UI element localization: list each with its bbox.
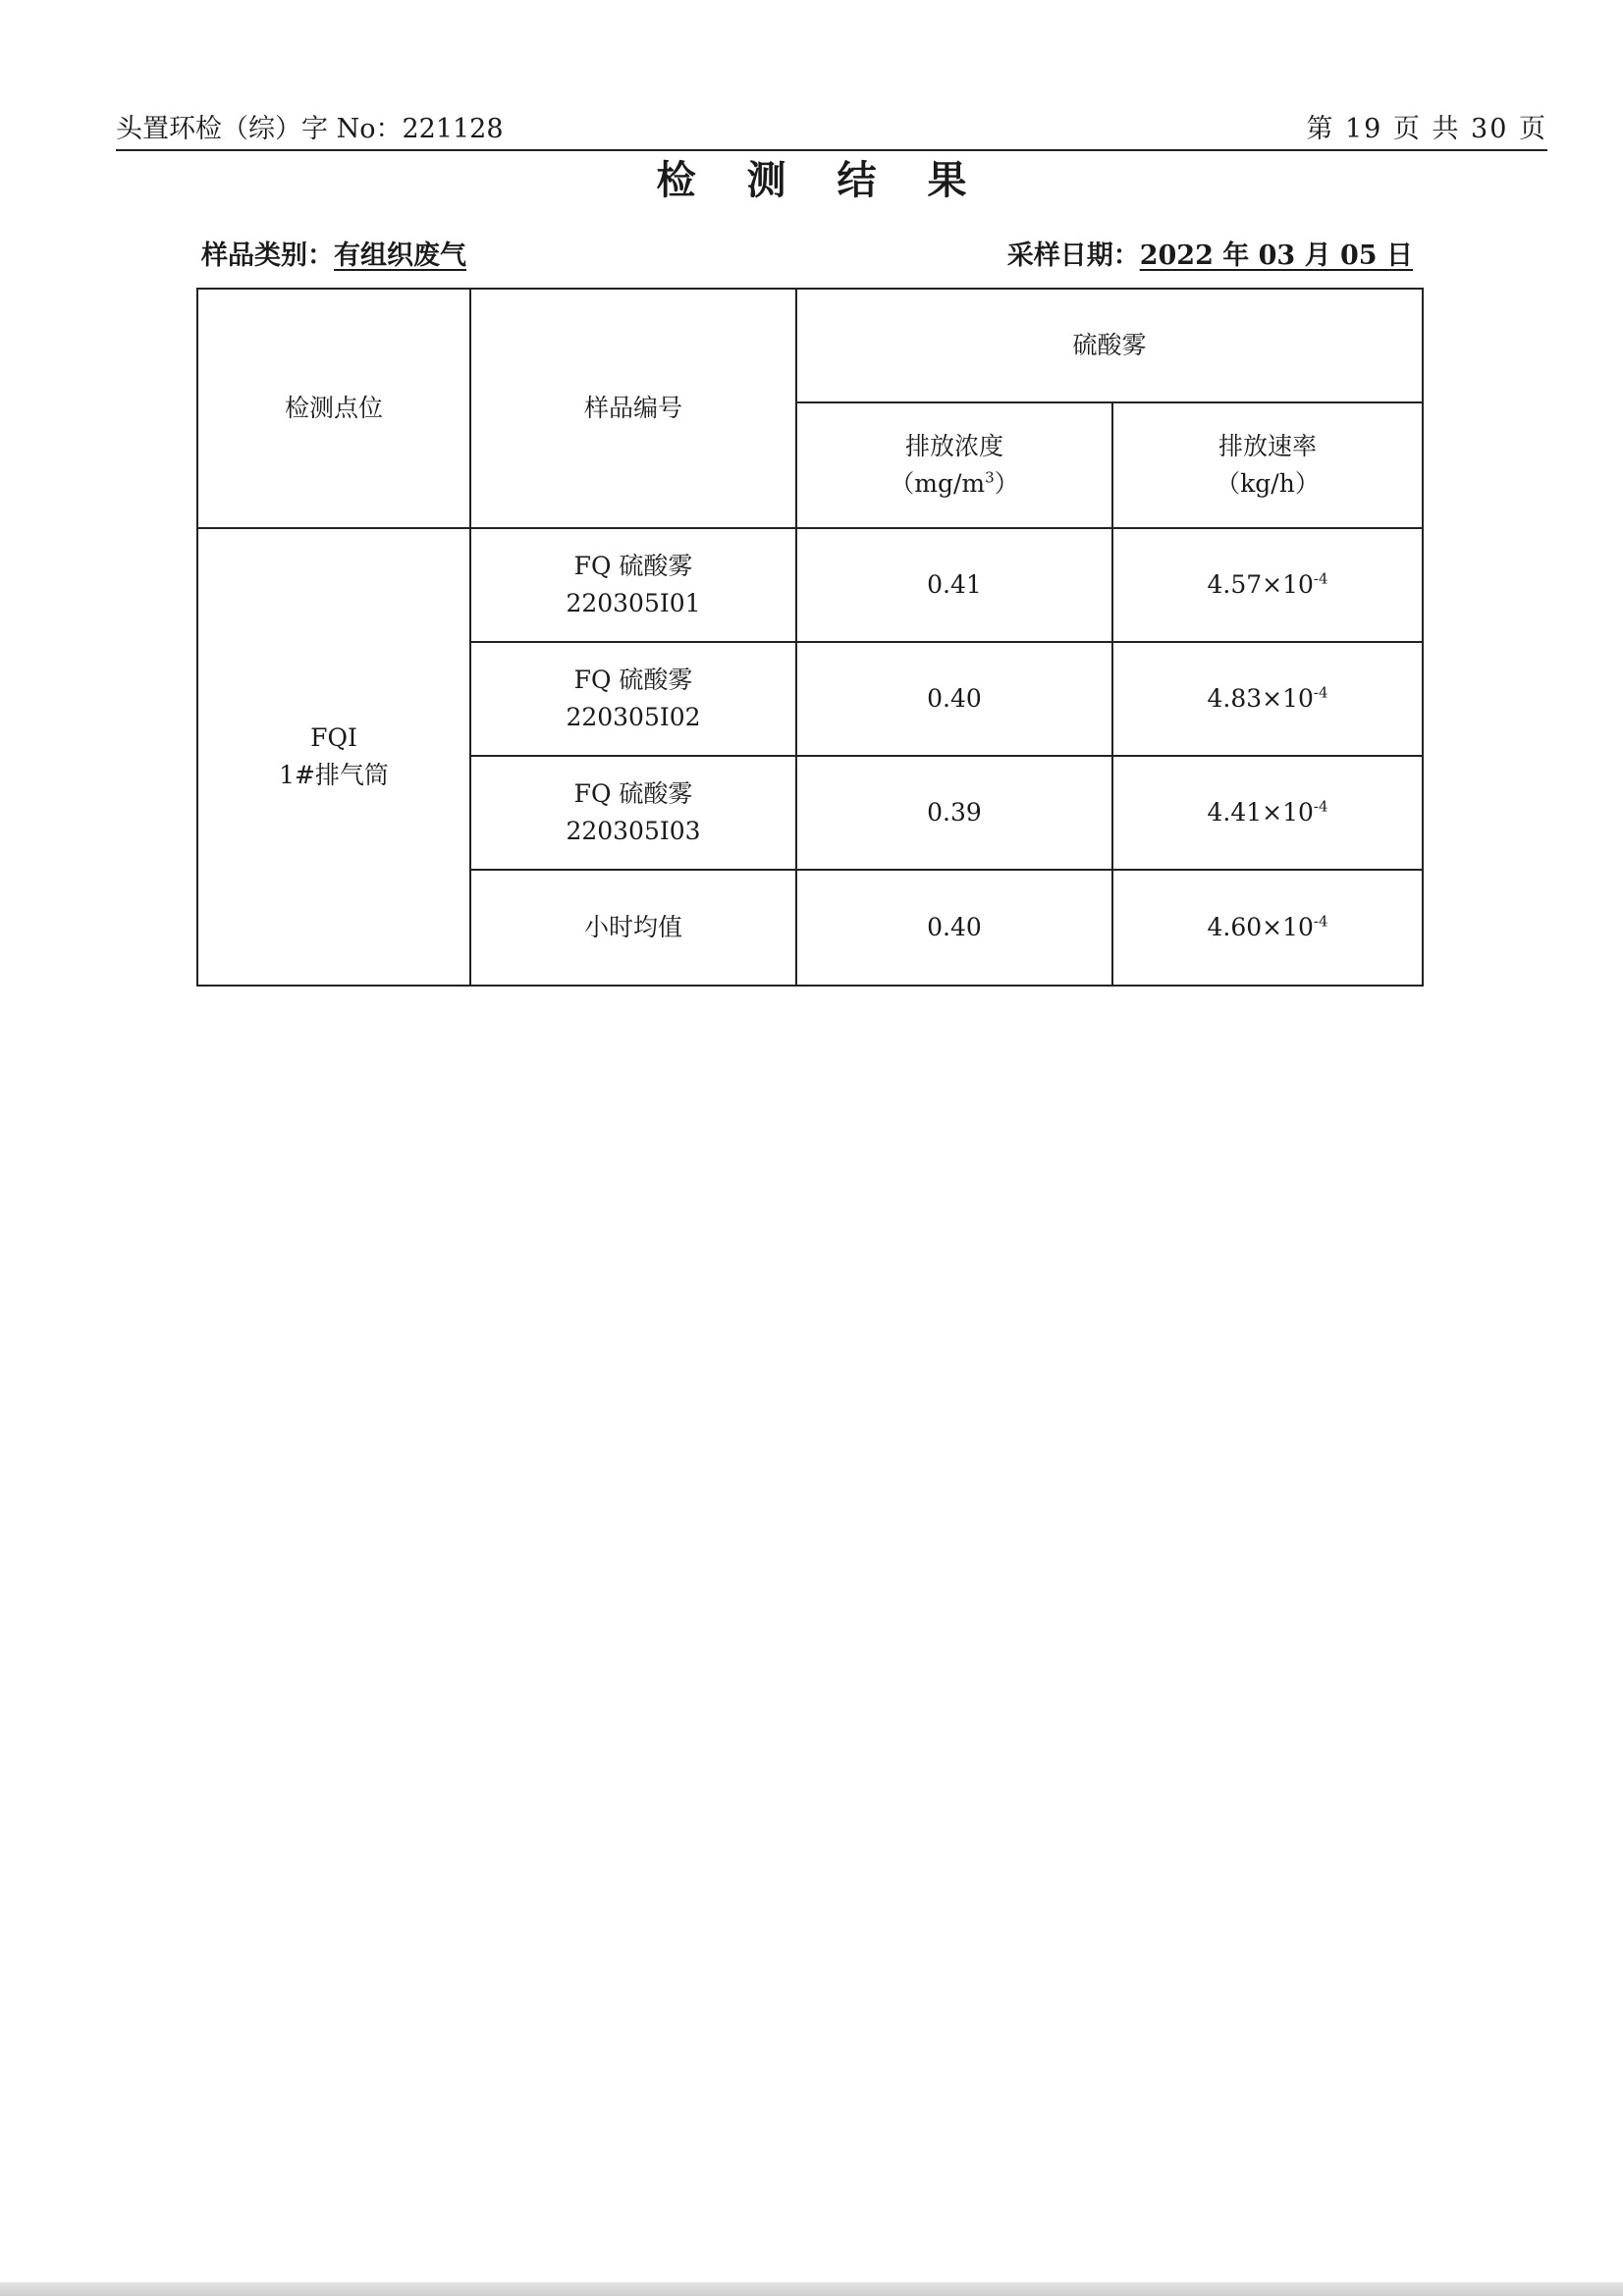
average-concentration-cell: 0.40 xyxy=(796,870,1112,986)
header-sample-no: 样品编号 xyxy=(470,289,796,528)
rate-exponent: -4 xyxy=(1313,912,1328,931)
sample-name: FQ 硫酸雾 xyxy=(573,779,693,808)
sample-no-cell xyxy=(470,756,796,870)
location-line2: 1#排气筒 xyxy=(279,761,389,789)
rate-exponent: -4 xyxy=(1313,569,1328,588)
sample-no-cell xyxy=(470,528,796,642)
sample-name: FQ 硫酸雾 xyxy=(573,666,693,694)
rate-cell xyxy=(1112,528,1423,642)
unit-prefix: （mg/m xyxy=(890,469,986,498)
sample-name: FQ 硫酸雾 xyxy=(573,552,693,580)
table-row xyxy=(197,528,1423,642)
sample-category-value: 有组织废气 xyxy=(334,240,466,271)
concentration-cell: 0.39 xyxy=(796,756,1112,870)
sample-code: 220305I02 xyxy=(566,703,701,731)
header-concentration xyxy=(796,402,1112,528)
page-title: 检测结果 xyxy=(656,157,1018,203)
header-row xyxy=(197,289,1423,402)
location-line1: FQI xyxy=(310,723,357,752)
header-rate-unit: （kg/h） xyxy=(1216,469,1320,498)
rate-exponent: -4 xyxy=(1313,683,1328,702)
sampling-date-label: 采样日期： xyxy=(1006,240,1140,271)
report-number: 头置环检（综）字 No：221128 xyxy=(116,114,504,144)
rate-base: 4.83×10 xyxy=(1207,684,1314,713)
header-concentration-unit xyxy=(797,465,1111,503)
unit-exponent: 3 xyxy=(985,468,995,487)
unit-suffix: ） xyxy=(994,469,1019,498)
rate-base: 4.60×10 xyxy=(1207,913,1314,941)
results-table xyxy=(196,288,1424,987)
rate-cell xyxy=(1112,756,1423,870)
sample-no-cell xyxy=(470,642,796,756)
scan-edge xyxy=(0,2282,1623,2296)
location-cell xyxy=(197,528,470,986)
rate-base: 4.57×10 xyxy=(1207,570,1314,599)
header-rate xyxy=(1112,402,1423,528)
sample-code: 220305I01 xyxy=(566,589,701,617)
header-concentration-label: 排放浓度 xyxy=(904,432,1003,460)
sampling-date-value: 2022 年 03 月 05 日 xyxy=(1139,240,1413,271)
sample-category-label: 样品类别： xyxy=(201,240,334,271)
average-label-cell: 小时均值 xyxy=(470,870,796,986)
rate-exponent: -4 xyxy=(1313,797,1328,816)
page-header xyxy=(116,110,1547,151)
header-pollutant: 硫酸雾 xyxy=(796,289,1423,402)
header-rate-label: 排放速率 xyxy=(1218,432,1318,460)
sample-code: 220305I03 xyxy=(566,817,701,845)
header-location: 检测点位 xyxy=(197,289,470,528)
concentration-cell: 0.41 xyxy=(796,528,1112,642)
page-number: 第 19 页 共 30 页 xyxy=(1306,114,1547,144)
average-rate-cell xyxy=(1112,870,1423,986)
concentration-cell: 0.40 xyxy=(796,642,1112,756)
sample-category xyxy=(201,234,466,272)
rate-cell xyxy=(1112,642,1423,756)
rate-base: 4.41×10 xyxy=(1207,798,1314,827)
sampling-date xyxy=(1007,234,1413,272)
